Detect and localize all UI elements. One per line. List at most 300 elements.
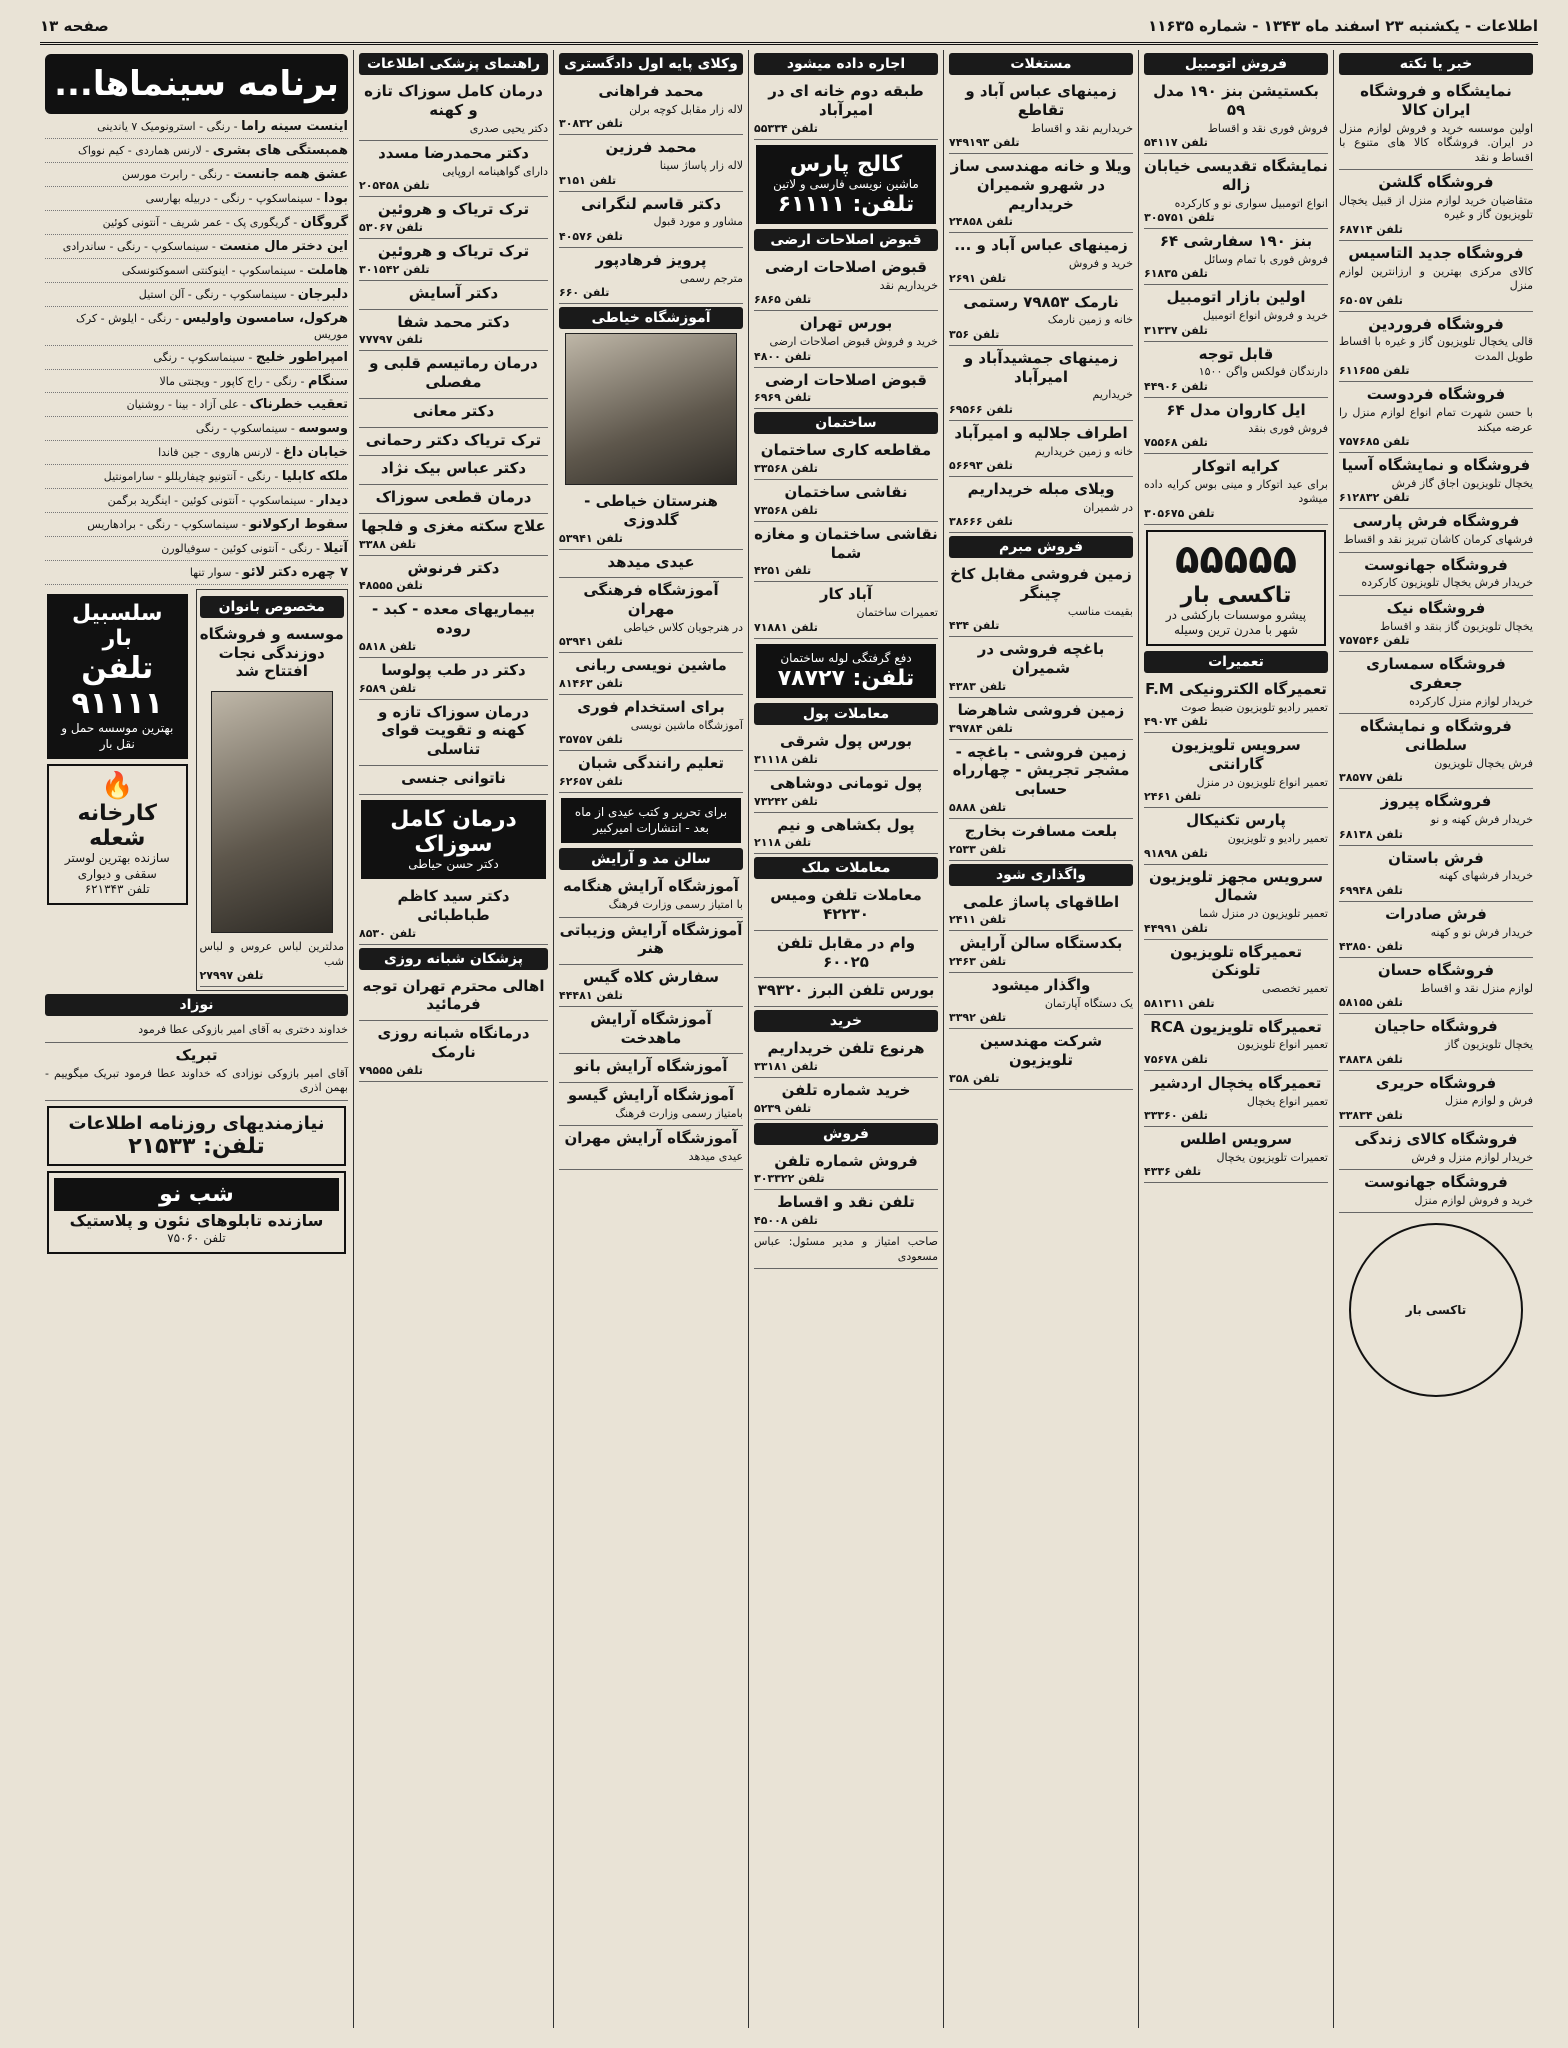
cinema-film-name: وسوسه	[298, 421, 348, 437]
classified-ad	[1144, 398, 1328, 454]
salsabil-ad	[47, 594, 188, 759]
cinema-film-desc: رنگی - استرونومیک ۷ یاندینی	[97, 120, 231, 133]
ad-phone: تلفن ۵۳۹۴۱	[559, 531, 623, 545]
section-header: سالن مد و آرایش	[559, 848, 743, 870]
classified-ad	[559, 1054, 743, 1083]
ad-title: آموزشگاه آرایش ماهدخت	[590, 1009, 712, 1047]
ad-title: تعمیرگاه تلویزیون RCA	[1150, 1017, 1322, 1036]
ad-title: هنرستان خیاطی - گلدوزی	[584, 492, 718, 529]
ad-body: متقاضیان خرید لوازم منزل از قبیل یخچال تلویزیون گاز و غیره	[1339, 193, 1533, 222]
ad-body: خریدار فرش یخچال تلویزیون کارکرده	[1361, 576, 1533, 590]
ad-title: سرویس تلویزیون گارانتی	[1171, 736, 1301, 774]
cinema-film-name: آتیلا	[323, 541, 348, 557]
classified-ad	[1339, 241, 1533, 312]
cinema-film-name: خیابان داغ	[283, 445, 348, 461]
woman-photo	[565, 333, 737, 485]
classified-ad	[559, 918, 743, 966]
classified-ad	[949, 477, 1133, 533]
ad-body: یخچال تلویزیون اجاق گاز فرش	[1391, 476, 1533, 490]
ad-title: درمان رماتیسم قلبی و مفصلی	[369, 354, 538, 392]
ad-body: تعمیرات تلویزیون یخچال	[1216, 1150, 1328, 1164]
classified-ad	[359, 485, 548, 514]
ad-phone: تلفن ۶۱۲۸۳۲	[1339, 491, 1410, 505]
wedding-dress-photo	[211, 691, 333, 933]
cinema-listing: این دختر مال منست - سینماسکوپ - رنگی - ساندرادی	[45, 238, 348, 259]
section-header: فروش مبرم	[949, 536, 1133, 558]
classified-ad	[754, 771, 938, 813]
classified-ad	[949, 819, 1133, 861]
classified-ad	[359, 310, 548, 352]
classified-ad	[1339, 382, 1533, 453]
cinema-film-desc: سوار تنها	[189, 566, 232, 580]
taxi-bar-logo: تاکسی بار	[1349, 1223, 1523, 1397]
brand-title: شب نو	[54, 1178, 339, 1211]
classified-ad	[359, 79, 548, 141]
women-phone: تلفن ۲۷۹۹۷	[199, 969, 264, 983]
classified-ad	[359, 281, 548, 310]
ad-title: درمانگاه شبانه روزی نارمک	[377, 1024, 530, 1061]
ad-title: دکتر قاسم لنگرانی	[580, 194, 722, 213]
classified-ad	[949, 346, 1133, 421]
ad-body: خریدار لوازم منزل و فرش	[1411, 1150, 1533, 1164]
classified-ad	[949, 973, 1133, 1029]
ad-title: دکتر آسایش	[408, 283, 499, 302]
ad-title: فروشگاه فرش پارسی	[1352, 512, 1520, 531]
classified-ad	[359, 556, 548, 598]
ad-phone: تلفن ۶۸۷۱۴	[1339, 222, 1403, 236]
cinema-film-name: سقوط ارکولانو	[249, 517, 348, 533]
classified-ad	[559, 489, 743, 550]
classified-ad	[359, 766, 548, 795]
classified-ad	[1339, 170, 1533, 241]
classified-ad	[754, 311, 938, 367]
classified-ad	[1339, 902, 1533, 958]
ad-phone: تلفن ۷۳۲۴۲	[754, 794, 818, 808]
column-home-goods	[1333, 50, 1538, 2028]
ad-phone: تلفن ۳۰۳۳۲۲	[754, 1172, 825, 1186]
classified-ad	[1144, 865, 1328, 940]
classified-ad	[1339, 79, 1533, 170]
ad-phone: تلفن ۳۳۳۶۰	[1144, 1109, 1208, 1123]
ad-body: خریدار فرش کهنه و نو	[1430, 813, 1533, 827]
classified-ad	[754, 438, 938, 480]
ad-phone: تلفن ۷۵۵۶۸	[1144, 436, 1208, 450]
cinema-film-name: ۷ چهره دکتر لائو	[242, 565, 348, 581]
ad-body: خرید و فروش قبوض اصلاحات ارضی	[769, 335, 938, 349]
cinema-film-desc: گریگوری پک - عمر شریف - آنتونی کوئین	[102, 215, 290, 229]
ad-phone: تلفن ۶۶۰	[559, 286, 610, 300]
classified-ad	[1144, 677, 1328, 733]
column-cinema	[40, 50, 353, 2028]
ad-phone: تلفن ۴۴۴۸۱	[559, 988, 623, 1002]
ad-body: خانه و زمین نارمک	[1047, 313, 1133, 327]
column-real-estate	[943, 50, 1138, 2028]
classified-ad	[559, 1007, 743, 1055]
ad-title: بورس تلفن البرز ۳۹۳۲۰	[757, 981, 935, 1000]
classified-ad	[559, 135, 743, 191]
ad-body: فروش فوری بنقد	[1248, 421, 1328, 435]
cinema-listing: آتیلا - رنگی - آنتونی کوئین - سوفیالورن	[45, 540, 348, 561]
ad-title: آموزشگاه آرایش گیسو	[567, 1086, 735, 1105]
classified-ad	[1144, 808, 1328, 864]
section-header: معاملات ملک	[754, 857, 938, 879]
ad-title: سرویس اطلس	[1179, 1130, 1293, 1149]
cinema-listing: بودا - سینماسکوپ - رنگی - دربیله بهارسی	[45, 190, 348, 211]
cinema-listing: سنگام - رنگی - راج کاپور - ویجنتی مالا	[45, 373, 348, 394]
ad-phone: تلفن ۹۱۸۹۸	[1144, 846, 1208, 860]
ad-body: با امتیاز رسمی وزارت فرهنگ	[608, 898, 743, 912]
ad-title: علاج سکته مغزی و فلجها	[361, 516, 546, 535]
ad-title: بورس پول شرقی	[780, 732, 912, 751]
ad-title: قابل توجه	[1198, 344, 1274, 363]
classified-ad	[1339, 714, 1533, 789]
classified-ad	[949, 154, 1133, 233]
ad-title: آموزشگاه فرهنگی مهران	[583, 581, 719, 619]
ad-body: فرش و لوازم منزل	[1444, 1094, 1533, 1108]
ad-title: فروشگاه جهانوست	[1364, 555, 1508, 574]
ad-title: دکتر معانی	[412, 401, 495, 420]
cinema-film-desc: رنگی - راج کاپور - ویجنتی مالا	[159, 374, 297, 388]
classified-ad	[359, 658, 548, 700]
classified-ad	[559, 751, 743, 793]
college-sub: ماشین نویسی فارسی و لاتین	[773, 176, 919, 191]
ad-title: پرویز فرهادپور	[595, 250, 707, 269]
ad-body: خریدار فرشهای کهنه	[1438, 869, 1533, 883]
ad-title: زمین فروشی مقابل کاخ چینگر	[950, 565, 1132, 603]
classified-ad	[559, 695, 743, 751]
ad-title: دکتر عباس بیک نژاد	[380, 459, 527, 478]
section-header: وکلای پایه اول دادگستری	[559, 53, 743, 75]
salsabil-and-shole	[45, 589, 190, 991]
ad-title: فروشگاه فردوست	[1366, 385, 1506, 404]
ad-title: کرایه اتوکار	[1192, 457, 1280, 476]
cinema-listing: هاملت - سینماسکوپ - اینوکنتی اسموکتونسکی	[45, 262, 348, 283]
classified-ad	[949, 890, 1133, 932]
cinema-film-desc: علی آزاد - بینا - روشنیان	[126, 398, 239, 412]
ad-body: آموزشگاه ماشین نویسی	[630, 718, 743, 732]
classified-ad	[1144, 229, 1328, 285]
ad-title: فروشگاه جدید التاسیس	[1348, 243, 1524, 262]
ad-title: فروشگاه حاجیان	[1374, 1017, 1498, 1036]
ad-body: انواع اتومبیل سواری نو و کارکرده	[1174, 196, 1328, 210]
columns	[40, 50, 1538, 2028]
ad-title: فروشگاه کالای زندگی	[1354, 1129, 1518, 1148]
classified-ad	[359, 197, 548, 239]
ad-phone: تلفن ۳۳۸۸	[359, 537, 417, 551]
classified-ad	[1339, 453, 1533, 509]
neon-brand-ad	[47, 1171, 346, 1254]
ad-title: قبوض اصلاحات ارضی	[765, 370, 927, 389]
ad-title: فروشگاه حسان	[1377, 961, 1495, 980]
ad-title: سرویس مجهز تلویزیون شمال	[1149, 867, 1323, 905]
cinema-film-name: بودا	[323, 190, 348, 206]
ad-phone: تلفن ۷۷۷۹۷	[359, 333, 423, 347]
classified-ad	[754, 931, 938, 979]
cinema-listing: ملکه کابلیا - رنگی - آنتونیو چیفاریللو - سارامونتیل	[45, 468, 348, 489]
ad-title: اطراف جلالیه و امیرآباد	[954, 423, 1128, 442]
ad-title: قبوض اصلاحات ارضی	[765, 258, 927, 277]
cinema-film-desc: سینماسکوپ - رنگی	[153, 350, 245, 364]
ad-title: فروشگاه نیک	[1386, 598, 1486, 617]
ad-body: تعمیر انواع یخچال	[1246, 1094, 1328, 1108]
congrats-title: تبریک	[175, 1045, 218, 1064]
women-ad	[196, 589, 349, 991]
ad-body: لاله زار پاساژ سینا	[659, 159, 743, 173]
ad-phone: تلفن ۸۵۳۰	[359, 926, 417, 940]
ad-title: بلعت مسافرت بخارج	[964, 821, 1118, 840]
ad-body: فرشهای کرمان کاشان تبریز نقد و اقساط	[1343, 533, 1533, 547]
ad-body: در شمیران	[1083, 500, 1133, 514]
ad-phone: تلفن ۳۵۷۵۷	[559, 733, 623, 747]
ad-body: خانه و زمین خریداریم	[1034, 444, 1133, 458]
classified-ad	[949, 1029, 1133, 1090]
classified-ad	[949, 698, 1133, 740]
cinema-film-desc: سینماسکوپ - رنگی - برادهاریس	[87, 518, 239, 532]
ad-title: معاملات تلفن ومیس ۴۲۲۳۰	[770, 886, 922, 924]
cinema-listing: عشق همه جانست - رنگی - رابرت مورسن	[45, 166, 348, 187]
cinema-film-name: دلبرجان	[297, 286, 348, 302]
section-header: راهنمای پزشکی اطلاعات	[359, 53, 548, 75]
ad-title: فروشگاه و نمایشگاه آسیا	[1341, 456, 1531, 475]
ad-title: اطاقهای پاساژ علمی	[962, 892, 1120, 911]
ad-title: اهالی محترم تهران توجه فرمائید	[362, 976, 545, 1014]
classified-ad	[949, 562, 1133, 637]
ad-phone: تلفن ۳۰۱۵۴۲	[359, 262, 430, 276]
ad-title: دکتر محمد شفا	[397, 312, 510, 331]
ad-title: نمایشگاه تقدیسی خیابان زاله	[1144, 157, 1328, 194]
ad-body: بامتیاز رسمی وزارت فرهنگ	[615, 1106, 743, 1120]
cinema-film-desc: رنگی - آنتونی کوئین - سوفیالورن	[161, 542, 313, 556]
ad-phone: تلفن ۳۳۵۶۸	[754, 462, 818, 476]
ad-body: دکتر یحیی صدری	[469, 121, 548, 135]
classified-ad	[754, 729, 938, 771]
ad-phone: تلفن ۴۳۴	[949, 619, 1000, 633]
ad-title: درمان سوزاک تازه و کهنه و تقویت قوای تناسلی	[377, 702, 530, 759]
ad-phone: تلفن ۵۸۱۳۱۱	[1144, 996, 1215, 1010]
classified-ad	[559, 874, 743, 917]
classified-ad	[559, 248, 743, 304]
ad-body: خریداریم	[1092, 388, 1133, 402]
ad-body: دارای گواهینامه اروپایی	[442, 164, 548, 178]
brand-phone: تلفن ۷۵۰۶۰	[167, 1231, 226, 1246]
ad-phone: تلفن ۶۹۵۶۶	[949, 402, 1013, 416]
ad-body: خرید و فروش لوازم منزل	[1414, 1193, 1533, 1207]
cinema-film-desc: رنگی - ایلوش - کرک موریس	[76, 311, 348, 342]
cinema-listing: سقوط ارکولانو - سینماسکوپ - رنگی - برادهاریس	[45, 516, 348, 537]
ad-title: نارمک ۷۹۸۵۳ رستمی	[963, 292, 1119, 311]
ad-title: خرید شماره تلفن	[781, 1080, 911, 1099]
ad-title: فروشگاه سمساری جعفری	[1366, 655, 1506, 692]
ad-title: بکستیشن بنز ۱۹۰ مدل ۵۹	[1153, 82, 1319, 119]
ad-phone: تلفن ۴۸۰۰	[754, 349, 812, 363]
ad-phone: تلفن ۴۸۵۵۵	[359, 579, 423, 593]
ad-title: آموزشگاه آرایش هنگامه	[563, 877, 739, 896]
cinema-film-desc: رنگی - رابرت مورسن	[121, 167, 223, 181]
cinema-film-name: هرکول، سامسون واولیس	[182, 310, 348, 326]
ad-phone: تلفن ۵۸۱۸	[359, 639, 417, 653]
ad-body: تعمیرات ساختمان	[856, 606, 938, 620]
ad-phone: تلفن ۴۹۰۷۴	[1144, 715, 1208, 729]
classified-ad	[949, 233, 1133, 289]
ad-title: فروشگاه حریری	[1375, 1073, 1497, 1092]
ad-phone: تلفن ۶۹۹۴۸	[1339, 883, 1403, 897]
salsabil-sub: بهترین موسسه حمل و نقل بار	[61, 720, 174, 751]
ad-phone: تلفن ۴۳۳۶	[1144, 1165, 1202, 1179]
ad-phone: تلفن ۷۵۷۶۸۵	[1339, 435, 1410, 449]
ad-phone: تلفن ۷۵۶۷۸	[1144, 1052, 1208, 1066]
ad-phone: تلفن ۵۲۳۹	[754, 1101, 812, 1115]
classified-ad	[754, 1190, 938, 1232]
ad-title: تعلیم رانندگی شبان	[578, 754, 724, 773]
classified-ad	[559, 965, 743, 1007]
classified-ad	[359, 351, 548, 399]
needs-phone: تلفن: ۲۱۵۳۳	[128, 1133, 265, 1159]
cinema-film-desc: رنگی - آنتونیو چیفاریللو - سارامونتیل	[103, 470, 271, 484]
classified-ad	[754, 883, 938, 931]
classified-ad	[754, 368, 938, 410]
ad-body: خریداریم نقد و اقساط	[1030, 121, 1133, 135]
college-title: کالج پارس	[789, 151, 903, 177]
cinema-listing: ۷ چهره دکتر لائو - سوار تنها	[45, 564, 348, 585]
medical-box-sub: دکتر حسن حیاطی	[408, 856, 499, 871]
ad-title: فروشگاه پیروز	[1380, 792, 1492, 811]
pipe-ad	[756, 644, 936, 699]
ad-body: تعمیر انواع تلویزیون در منزل	[1196, 775, 1328, 789]
classified-ad	[359, 141, 548, 197]
women-title: موسسه و فروشگاه دوزندگی نجات افتتاح شد	[199, 624, 344, 681]
cinema-listing: خیابان داغ - لارنس هاروی - جین فاندا	[45, 444, 348, 465]
classified-ad	[1339, 509, 1533, 552]
college-ad	[756, 145, 936, 225]
section-header: پزشکان شبانه روزی	[359, 948, 548, 970]
ad-title: ترک تریاک دکتر رحمانی	[365, 430, 542, 449]
ad-body: تعمیر تخصصی	[1261, 982, 1328, 996]
classified-ad	[1144, 1071, 1328, 1127]
ad-body: با حسن شهرت تمام انواع لوازم منزل را عرضه میکند	[1339, 406, 1533, 434]
ad-title: هرنوع تلفن خریداریم	[767, 1039, 925, 1058]
ad-body: خریدار لوازم منزل کارکرده	[1409, 694, 1533, 708]
classified-ad	[359, 1021, 548, 1082]
cinema-film-desc: سینماسکوپ - رنگی - دربیله بهارسی	[145, 191, 313, 205]
ad-title: وام در مقابل تلفن ۶۰۰۲۵	[776, 933, 916, 971]
ad-title: زمینهای عباس آباد و تقاطع	[965, 82, 1117, 119]
ad-title: زمینهای عباس آباد و ...	[954, 236, 1128, 255]
cinema-film-name: تعقیب خطرناک	[249, 397, 348, 413]
classified-ad	[559, 653, 743, 695]
cinema-film-name: اینست سینه راما	[241, 119, 348, 134]
cinema-film-name: امپراطور خلیج	[255, 349, 348, 365]
publisher-ad-text: برای تحریر و کتب عیدی از ماه بعد - انتشارات امیرکبیر	[574, 805, 728, 835]
ad-phone: تلفن ۲۴۶۳	[949, 955, 1007, 969]
cinema-listing: اینست سینه راما - رنگی - استرونومیک ۷ یاندینی	[45, 118, 348, 139]
ad-title: آموزشگاه آرایش بانو	[574, 1057, 728, 1076]
ad-phone: تلفن ۳۸۶۶۶	[949, 515, 1013, 529]
ad-title: آموزشگاه آرایش مهران	[564, 1129, 738, 1148]
ad-title: زمین فروشی شاهرضا	[957, 700, 1125, 719]
classified-ad	[1144, 454, 1328, 525]
ad-phone: تلفن ۳۳۹۲	[949, 1011, 1007, 1025]
ad-phone: تلفن ۶۹۶۹	[754, 391, 812, 405]
ad-phone: تلفن ۲۰۵۴۵۸	[359, 179, 430, 193]
ad-title: فروشگاه جهانوست	[1364, 1173, 1508, 1192]
classified-ad	[754, 480, 938, 522]
ad-title: ترک تریاک و هروئین	[377, 200, 530, 219]
classified-ad	[754, 1036, 938, 1078]
ad-title: ماشین نویسی ربانی	[575, 656, 727, 675]
cinema-list	[45, 118, 348, 585]
classified-ad	[1144, 733, 1328, 808]
ad-phone: تلفن ۲۴۸۵۸	[949, 215, 1013, 229]
classified-ad	[1144, 1015, 1328, 1071]
ad-body: قالی یخچال تلویزیون گاز و غیره با اقساط طویل المدت	[1339, 335, 1533, 363]
section-header: خبر یا نکته	[1339, 53, 1533, 75]
ad-body: خریدار فرش نو و کهنه	[1430, 925, 1533, 939]
classified-ad	[1339, 1014, 1533, 1070]
ad-title: شرکت مهندسین تلویزیون	[979, 1032, 1103, 1070]
classified-ad	[1339, 596, 1533, 652]
ad-title: فروشگاه و نمایشگاه سلطانی	[1360, 717, 1512, 754]
ad-phone: تلفن ۵۳۹۴۱	[559, 635, 623, 649]
ad-title: دکتر در طب پولوسا	[381, 660, 526, 679]
ad-phone: تلفن ۷۹۵۵۵	[359, 1063, 423, 1077]
classified-ad	[559, 1083, 743, 1126]
ad-phone: تلفن ۵۴۱۱۷	[1144, 136, 1208, 150]
ad-phone: تلفن ۵۸۱۵۵	[1339, 996, 1403, 1010]
ad-body: تعمیر تلویزیون در منزل شما	[1199, 907, 1328, 921]
shole-title: کارخانه شعله	[77, 801, 157, 852]
ad-body: لوازم منزل نقد و اقساط	[1420, 981, 1533, 995]
ad-body: یخچال تلویزیون گاز بنقد و اقساط	[1379, 619, 1533, 633]
brand-sub: سازنده تابلوهای نئون و پلاستیک	[69, 1210, 324, 1230]
ad-title: زمین فروشی - باغچه - مشجر تجریش - چهارراه حسابی	[952, 742, 1130, 799]
cinema-film-name: سنگام	[307, 373, 348, 389]
cinema-listing: گروگان - گریگوری پک - عمر شریف - آنتونی کوئین	[45, 214, 348, 235]
ad-title: محمد فراهانی	[598, 82, 704, 100]
cinema-film-name: عشق همه جانست	[233, 166, 348, 182]
ad-phone: تلفن ۳۵۶	[949, 327, 1000, 341]
ad-phone: تلفن ۲۶۹۱	[949, 271, 1007, 285]
ad-phone: تلفن ۵۵۳۳۴	[754, 121, 818, 135]
ad-title: بکدستگاه سالن آرایش	[959, 934, 1123, 953]
classified-ad	[1144, 342, 1328, 398]
ad-phone: تلفن ۷۳۵۶۸	[754, 503, 818, 517]
section-header: واگذاری شود	[949, 864, 1133, 886]
section-header: فروش اتومبیل	[1144, 53, 1328, 75]
ad-phone: تلفن ۶۸۶۵	[754, 293, 812, 307]
section-header: اجاره داده میشود	[754, 53, 938, 75]
publisher-footer: صاحب امتیاز و مدیر مسئول: عباس مسعودی	[754, 1232, 938, 1269]
ad-phone: تلفن ۲۵۳۳	[949, 842, 1007, 856]
classified-ad	[559, 550, 743, 579]
cinema-film-desc: سینماسکوپ - اینوکنتی اسموکتونسکی	[121, 263, 297, 277]
ad-body: یک دستگاه آپارتمان	[1044, 996, 1133, 1010]
classified-ad	[949, 931, 1133, 973]
cinema-film-desc: لارنس هماردی - کیم نوواک	[77, 143, 202, 157]
ad-title: باغچه فروشی در شمیران	[977, 640, 1105, 678]
ad-title: سفارش کلاه گیس	[583, 968, 719, 987]
cinema-film-name: گروگان	[300, 214, 348, 230]
publisher-ad	[561, 798, 741, 843]
medical-boxed-ad	[361, 800, 546, 880]
classified-ad	[359, 597, 548, 658]
classified-ad	[1339, 312, 1533, 383]
classified-ad	[359, 239, 548, 281]
ad-title: پول تومانی دوشاهی	[769, 773, 923, 792]
classified-ad	[1144, 940, 1328, 1015]
ad-phone: تلفن ۳۵۸	[949, 1071, 1000, 1085]
shole-phone: تلفن ۶۲۱۳۴۳	[84, 882, 150, 897]
classified-ad	[1339, 958, 1533, 1014]
